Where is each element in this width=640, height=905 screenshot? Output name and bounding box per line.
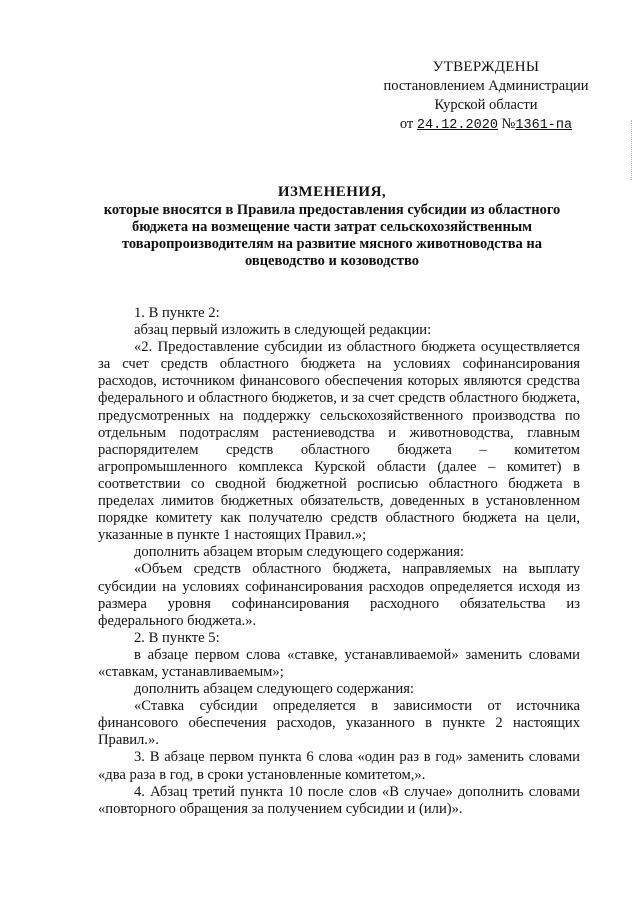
paragraph: «Объем средств областного бюджета, направляемых на выплату субсидии на условиях софинансирования расходов определяется исходя из размера уровня софинансирования расходного обязательства из федерального бюджета.».	[98, 561, 580, 629]
decree-number-label: №	[501, 116, 516, 132]
paragraph: дополнить абзацем вторым следующего содержания:	[134, 544, 464, 561]
paragraph: 4. Абзац третий пункта 10 после слов «В случае» дополнить словами «повторного обращения за получением субсидии и (или)».	[98, 783, 580, 817]
decree-from-label: от	[399, 116, 414, 132]
paragraph: абзац первый изложить в следующей редакции:	[134, 322, 432, 339]
approval-heading: УТВЕРЖДЕНЫ	[432, 59, 540, 75]
paragraph: 3. В абзаце первом пункта 6 слова «один раз в год» заменить словами «два раза в год, в сроки установленные комитетом,».	[98, 749, 580, 783]
document-body	[98, 305, 580, 818]
approval-stamp	[376, 58, 596, 135]
decree-number: 1361-па	[515, 118, 573, 133]
approval-by-line: постановлением Администрации	[383, 78, 589, 94]
paragraph: 1. В пункте 2:	[134, 305, 220, 321]
decree-reference	[376, 115, 596, 135]
margin-scan-mark	[631, 120, 634, 180]
paragraph: «Ставка субсидии определяется в зависимости от источника финансового обеспечения расходов, указанного в пункте 2 настоящих Правил.».	[98, 698, 580, 749]
paragraph: «2. Предоставление субсидии из областного бюджета осуществляется за счет средств областного бюджета на условиях софинансирования расходов, источником финансового обеспечения которых являются средства федерального и областного бюджетов, и за счет средств областного бюджета, предусмотренных на поддержку сельскохозяйственного производства по отдельным подотраслям растениеводства и животноводства, главным распорядителем средств областного бюджета – комитетом агропромышленного комплекса Курской области (далее – комитет) в соответствии со сводной бюджетной росписью областного бюджета в пределах лимитов бюджетных обязательств, доведенных в установленном порядке комитету как получателю средств областного бюджета на цели, указанные в пункте 1 настоящих Правил.»;	[98, 339, 580, 544]
title-line: бюджета на возмещение части затрат сельскохозяйственным	[131, 219, 533, 235]
title-main: ИЗМЕНЕНИЯ,	[277, 184, 387, 200]
title-line: товаропроизводителям на развитие мясного животноводства на	[121, 236, 543, 252]
paragraph: дополнить абзацем следующего содержания:	[134, 681, 414, 698]
paragraph: 2. В пункте 5:	[134, 629, 220, 646]
title-line: овцеводство и козоводство	[244, 253, 420, 269]
document-title	[92, 184, 572, 270]
approval-region: Курской области	[434, 97, 538, 113]
paragraph: в абзаце первом слова «ставке, устанавливаемой» заменить словами «ставкам, устанавливаемым»;	[98, 646, 580, 680]
decree-date: 24.12.2020	[416, 118, 498, 133]
title-line: которые вносятся в Правила предоставления субсидии из областного	[103, 202, 561, 218]
